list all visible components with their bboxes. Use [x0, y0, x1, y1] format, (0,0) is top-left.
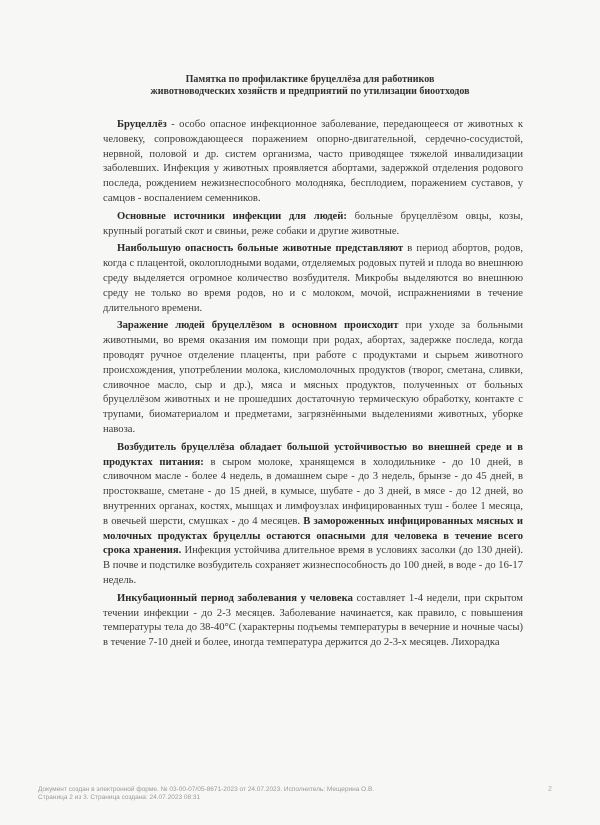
title-line-1: Памятка по профилактике бруцеллёза для работников: [185, 74, 435, 85]
document-title: [110, 74, 510, 98]
paragraph-danger: [103, 242, 523, 316]
footer-line-2: Страница 2 из 3. Страница создана: 24.07.2023 08:31: [38, 794, 201, 801]
footer-line-1: Документ создан в электронной форме. № 03-00-07/05-8671-2023 от 24.07.2023. Исполнитель: Мещерина О.В.: [38, 786, 375, 793]
paragraph-text: больные бруцеллёзом овцы, козы, крупный рогатый скот и свиньи, реже собаки и другие животные.: [103, 210, 523, 237]
paragraph-bold: Основные источники инфекции для людей:: [117, 210, 347, 222]
paragraph-text: при уходе за больными животными, во время оказания им помощи при родах, абортах, задержке последа, когда проводят ручное отделение плаценты, при работе с продуктами и сырьем животного происхождения, употреблении молока, кисломолочных продуктов (творог, сметана, сливки, сливочное масло, сыр и др.), мяса и мясных продуктов, полученных от больных бруцеллёзом животных и не прошедших достаточную термическую обработку, контакте с трупами, биоматериалом и предметами, загрязнёнными выделениями животных, уборке навоза.: [103, 320, 523, 435]
paragraph-definition: [103, 118, 523, 207]
paragraph-bold: Возбудитель бруцеллёза обладает большой устойчивостью во внешней среде и в продуктах питания:: [103, 441, 523, 468]
paragraph-bold-2: В замороженных инфицированных мясных и молочных продуктах бруцеллы остаются опасными для человека в течение всего срока хранения.: [103, 515, 524, 557]
document-body: [103, 118, 523, 654]
paragraph-text: составляет 1-4 недели, при скрытом течении инфекции - до 2-3 месяцев. Заболевание начинается, как правило, с повышения температуры тела до 38-40°С (характерны подъемы температуры в вечерние и ночные часы) в течение 7-10 дней и более, иногда температура держится до 2-3-х месяцев. Лихорадка: [103, 592, 524, 649]
paragraph-lead: Бруцеллёз: [117, 119, 167, 130]
page-number: 2: [548, 786, 552, 793]
paragraph-sources: [103, 210, 523, 240]
paragraph-text: - особо опасное инфекционное заболевание, передающееся от животных к человеку, сопровождающееся поражением опорно-двигательной, сердечно-сосудистой, нервной, половой и др. систем организма, часто приводящее тяжелой инвалидизации заболевших. Инфекция у животных проявляется абортами, задержкой отделения родового последа, рождением нежизнеспособного молодняка, бесплодием, поражением суставов, у самцов - воспалением семенников.: [103, 119, 523, 204]
paragraph-text: в период абортов, родов, когда с плацентой, околоплодными водами, отделяемых родовых путей и плода во внешнюю среду выделяется огромное количество возбудителя. Микробы выделяются во внешнюю среду не только во время родов, но и с молоком, мочой, испражнениями в течение длительного времени.: [103, 243, 523, 314]
paragraph-bold: Заражение людей бруцеллёзом в основном происходит: [117, 320, 399, 332]
title-line-2: животноводческих хозяйств и предприятий по утилизации биоотходов: [150, 86, 470, 97]
paragraph-incubation: [103, 592, 523, 651]
paragraph-text: в сыром молоке, хранящемся в холодильнике - до 10 дней, в сливочном масле - более 4 недель, в домашнем сыре - до 3 недель, брынзе - до 45 дней, в простокваше, сметане - до 15 дней, в кумысе, шубате - до 3 дней, в мясе - до 12 дней, во внутренних органах, костях, мышцах и лимфоузлах инфицированных туш - более 1 месяца, в овечьей шерсти, смушках - до 4 месяцев.: [103, 456, 523, 527]
paragraph-bold: Наибольшую опасность больные животные представляют: [117, 243, 404, 255]
document-footer: [38, 786, 558, 802]
paragraph-bold: Инкубационный период заболевания у человека: [117, 592, 353, 604]
paragraph-resistance: [103, 441, 523, 589]
paragraph-infection: [103, 319, 523, 437]
paragraph-text-2: Инфекция устойчива длительное время в условиях засолки (до 130 дней). В почве и подстилке возбудитель сохраняет жизнеспособность до 100 дней, в воде - до 16-17 недель.: [103, 545, 523, 586]
